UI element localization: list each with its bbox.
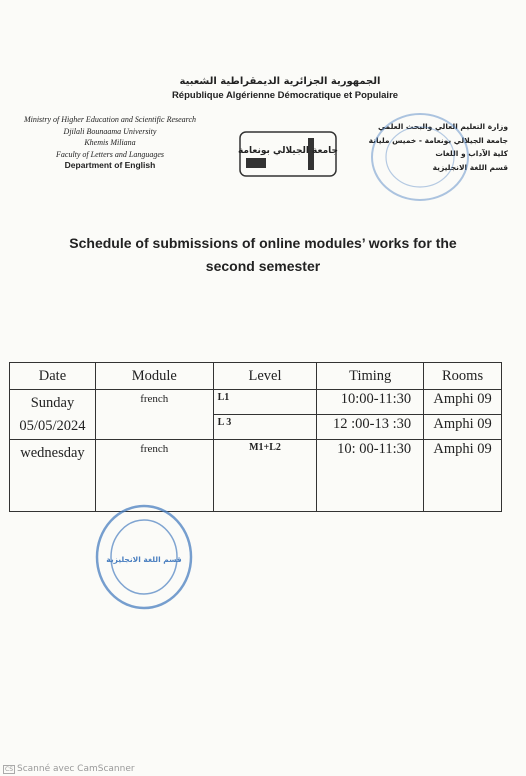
header-stamp	[368, 110, 472, 204]
department-stamp	[93, 502, 195, 612]
schedule-table	[9, 362, 502, 512]
title-line-2: second semester	[205, 258, 321, 274]
timing-cell: 12 :00-13 :30	[317, 415, 424, 440]
timing-cell: 10: 00-11:30	[317, 440, 424, 512]
city-line: Khemis Miliana	[84, 138, 136, 147]
left-institution-block	[20, 114, 200, 172]
header-arabic: الجمهورية الجزائرية الديمقراطية الشعبية	[179, 76, 381, 87]
logo-text: جامعة الجيلالي بونعامة	[237, 146, 339, 156]
scanner-text: Scanné avec CamScanner	[17, 764, 135, 774]
university-line: Djilali Bounaama University	[63, 126, 157, 136]
date-day: wednesday	[20, 445, 85, 461]
timing-cell: 10:00-11:30	[317, 390, 424, 415]
faculty-line: Faculty of Letters and Languages	[56, 149, 164, 159]
date-day: Sunday	[30, 395, 75, 411]
level-cell: L1	[213, 390, 317, 415]
module-cell: french	[95, 390, 213, 440]
table-row	[10, 440, 502, 512]
title-line-1: Schedule of submissions of online modules’ works for the	[69, 235, 457, 251]
column-header-date: Date	[10, 363, 96, 390]
level-cell: M1+L2	[213, 440, 317, 512]
header-french: République Algérienne Démocratique et Populaire	[171, 90, 399, 101]
document-title	[20, 232, 506, 278]
module-cell: french	[95, 440, 213, 512]
column-header-module: Module	[95, 363, 213, 390]
faculty-line-ar: كلية الآداب و اللغات	[435, 149, 508, 158]
department-line: Department of English	[64, 160, 156, 170]
column-header-rooms: Rooms	[424, 363, 502, 390]
table-row	[10, 390, 502, 415]
column-header-level: Level	[213, 363, 317, 390]
room-cell: Amphi 09	[424, 440, 502, 512]
date-cell	[10, 440, 96, 512]
column-header-timing: Timing	[317, 363, 424, 390]
room-cell: Amphi 09	[424, 390, 502, 415]
university-line-ar: جامعة الجيلالي بونعامة - خميس مليانة	[368, 135, 508, 145]
camscanner-icon: CS	[5, 766, 13, 773]
stamp-text: قسم اللغة الانجليزية	[106, 555, 182, 564]
university-logo	[236, 128, 340, 180]
ministry-line-ar: وزارة التعليم العالي والبحث العلمي	[377, 122, 508, 131]
header-row	[10, 363, 502, 390]
room-cell: Amphi 09	[424, 415, 502, 440]
date-value: 05/05/2024	[19, 418, 86, 434]
scanner-footer	[3, 764, 135, 774]
department-line-ar: قسم اللغة الانجليزية	[432, 162, 508, 172]
ministry-line: Ministry of Higher Education and Scientific Research	[23, 115, 197, 124]
date-cell	[10, 390, 96, 440]
level-cell: L 3	[213, 415, 317, 440]
